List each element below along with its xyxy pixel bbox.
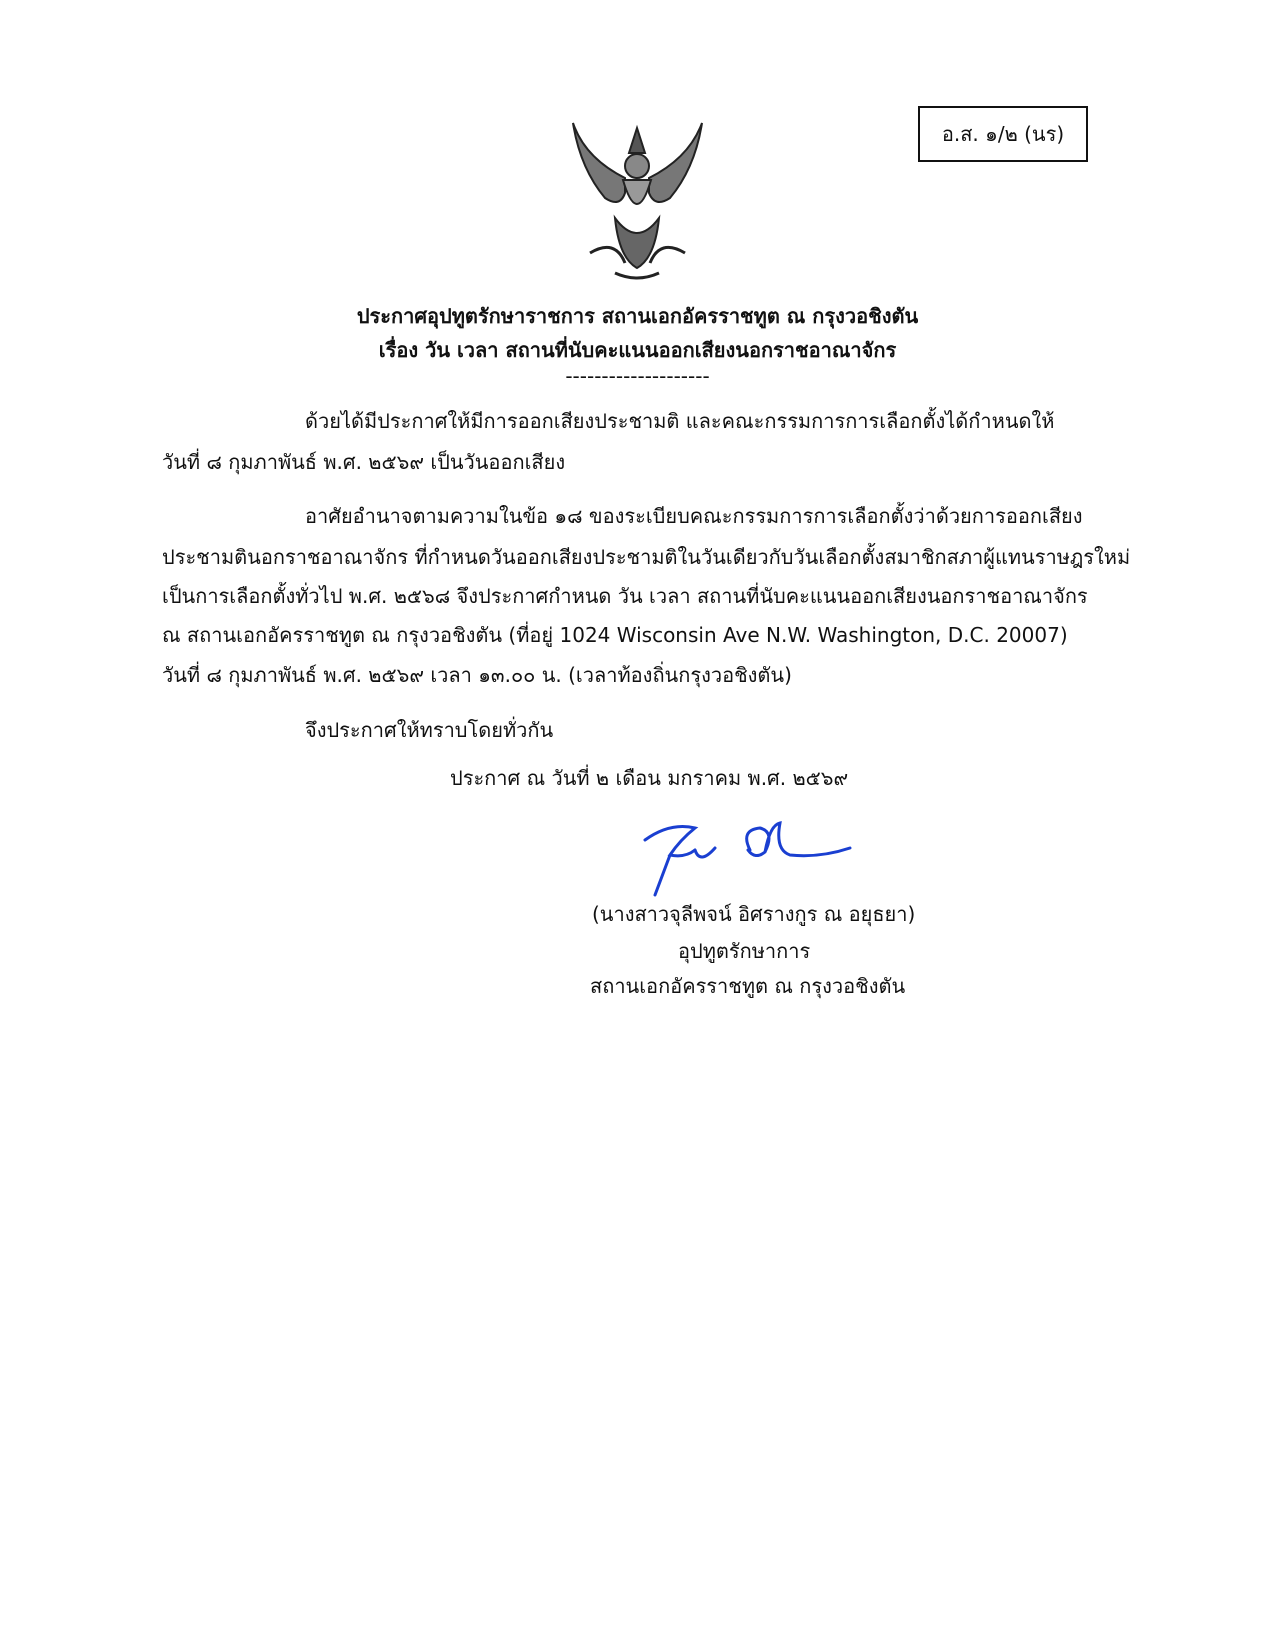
signature-icon bbox=[640, 820, 860, 900]
paragraph2-line1: อาศัยอำนาจตามความในข้อ ๑๘ ของระเบียบคณะกรรมการการเลือกตั้งว่าด้วยการออกเสียง bbox=[305, 504, 1083, 528]
title-line-2: เรื่อง วัน เวลา สถานที่นับคะแนนออกเสียงนอกราชอาณาจักร bbox=[378, 338, 897, 362]
paragraph1-line1: ด้วยได้มีประกาศให้มีการออกเสียงประชามติ และคณะกรรมการการเลือกตั้งได้กำหนดให้ bbox=[305, 409, 1055, 433]
paragraph2-line2: ประชามตินอกราชอาณาจักร ที่กำหนดวันออกเสียงประชามติในวันเดียวกับวันเลือกตั้งสมาชิกสภาผู้แทนราษฎรใหม่ bbox=[162, 545, 1131, 569]
paragraph2-line3: เป็นการเลือกตั้งทั่วไป พ.ศ. ๒๕๖๘ จึงประกาศกำหนด วัน เวลา สถานที่นับคะแนนออกเสียงนอกราชอาณาจักร bbox=[162, 584, 1088, 608]
garuda-emblem-icon bbox=[565, 118, 710, 283]
separator: -------------------- bbox=[565, 364, 710, 388]
date-line: ประกาศ ณ วันที่ ๒ เดือน มกราคม พ.ศ. ๒๕๖๙ bbox=[450, 766, 849, 790]
closing: จึงประกาศให้ทราบโดยทั่วกัน bbox=[305, 718, 554, 742]
signatory-position: อุปทูตรักษาการ bbox=[678, 939, 811, 963]
form-code-box bbox=[918, 106, 1088, 162]
signatory-office: สถานเอกอัครราชทูต ณ กรุงวอชิงตัน bbox=[590, 974, 906, 998]
form-code: อ.ส. ๑/๒ (นร) bbox=[941, 122, 1065, 146]
paragraph1-line2: วันที่ ๘ กุมภาพันธ์ พ.ศ. ๒๕๖๙ เป็นวันออกเสียง bbox=[162, 450, 566, 474]
paragraph2-line4: ณ สถานเอกอัครราชทูต ณ กรุงวอชิงตัน (ที่อยู่ 1024 Wisconsin Ave N.W. Washington, D.C. 20007) bbox=[162, 623, 1068, 647]
paragraph2-line5: วันที่ ๘ กุมภาพันธ์ พ.ศ. ๒๕๖๙ เวลา ๑๓.๐๐ น. (เวลาท้องถิ่นกรุงวอชิงตัน) bbox=[162, 663, 792, 687]
title-line-1: ประกาศอุปทูตรักษาราชการ สถานเอกอัครราชทูต ณ กรุงวอชิงตัน bbox=[356, 304, 919, 328]
signatory-name: (นางสาวจุลีพจน์ อิศรางกูร ณ อยุธยา) bbox=[592, 902, 916, 926]
